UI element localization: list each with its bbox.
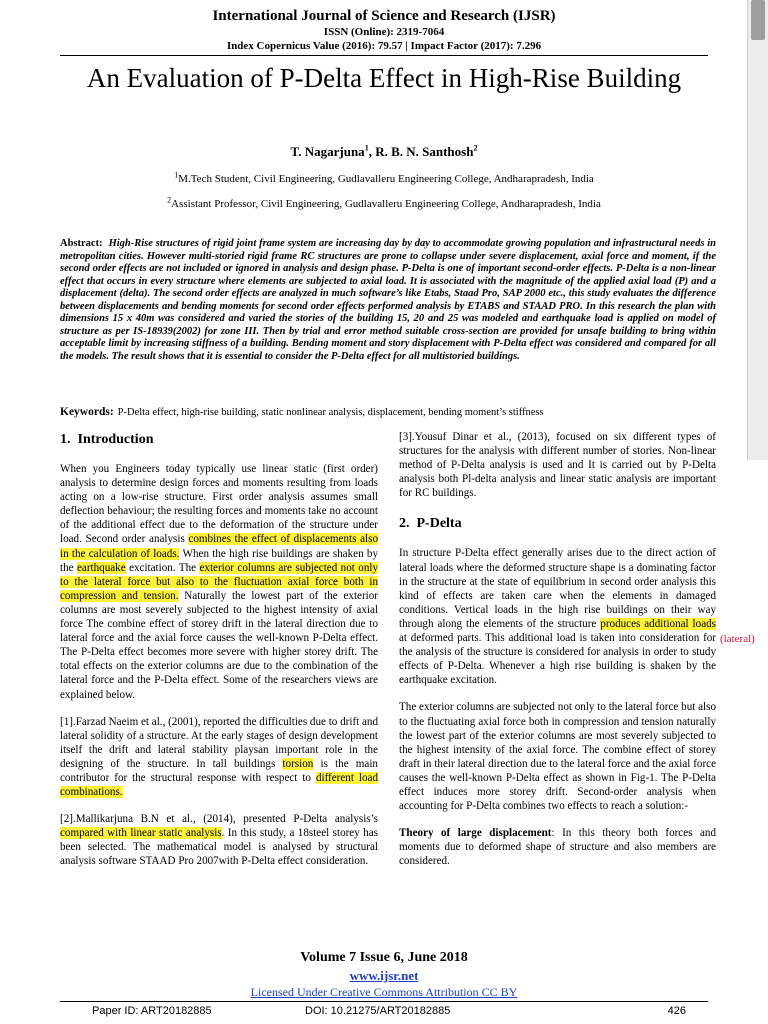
paragraph-reference-1: [60, 715, 378, 800]
journal-index: Index Copernicus Value (2016): 79.57 | Impact Factor (2017): 7.296: [226, 40, 542, 52]
affiliation-superscript: 1: [174, 170, 179, 180]
journal-name: International Journal of Science and Research (IJSR): [212, 8, 556, 24]
right-column: [399, 430, 716, 868]
text-run: at deformed parts. This additional load is taken into consideration for the analysis of the structure is considered for analysis in order to study effects of P-Delta. Whenever a high rise building is shaken by the earthquake excitation.: [399, 632, 716, 687]
text-run: excitation. The: [125, 561, 200, 574]
footer-page-number: 426: [667, 1005, 686, 1017]
footer-paper-id: Paper ID: ART20182885: [92, 1005, 212, 1017]
paragraph-p-delta-2: The exterior columns are subjected not only to the lateral force but also to the fluctuating axial force both in compression and tension naturally the lowest part of the exterior columns are most severely subjected to the highest intensity of the axial force. The combine effect of storey draft in their lateral direction due to the lateral force and the axial force causes the well-known P-Delta effect as shown in Fig-1. The P-Delta effect induces more storey drift. Second-order analysis when accounting for P-Delta combines two effects to reach a solution:-: [399, 701, 716, 813]
paragraph-introduction: [60, 462, 378, 702]
highlight[interactable]: produces additional loads: [600, 617, 716, 630]
keywords: [60, 406, 716, 418]
text-run: When you Engineers today typically use linear static (first order) analysis to determine design forces and moments resulting from loads acting on a low-rise structure. First order analysis assumes small deflection behaviour; the resulting forces and moments take no account of the additional effect due to the deformation of the structure under load. Second order analysis: [60, 463, 378, 546]
paragraph-reference-3: [3].Yousuf Dinar et al., (2013), focused on six different types of structures for the analysis with different number of stories. Non-linear method of P-Delta analysis is used and It is carried out by P-Delta analysis both Pl-delta analysis and linear static analysis are important for RC buildings.: [399, 431, 716, 500]
footer-doi: DOI: 10.21275/ART20182885: [305, 1005, 451, 1017]
highlight[interactable]: exterior columns are subjected not only to the lateral force but also to the fluctuation axial force both in compression and tension.: [60, 561, 379, 602]
text-run: [2].Mallikarjuna B.N et al., (2014), presented P-Delta analysis’s: [60, 813, 378, 826]
margin-annotation[interactable]: (lateral): [720, 633, 755, 645]
highlight[interactable]: torsion: [282, 757, 314, 770]
author-superscript: 2: [473, 143, 478, 153]
highlight[interactable]: compared with linear static analysis: [60, 827, 222, 840]
journal-issn: ISSN (Online): 2319-7064: [323, 26, 445, 38]
highlight[interactable]: different load combinations.: [60, 771, 378, 799]
text-run: In structure P-Delta effect generally arises due to the direct action of lateral loads where the deformed structure shape is a dominating factor in the structure at the state of equilibrium in second order analysis this kind of effects are taken care when the elements in damaged conditions. Vertical loads in the high rise buildings on their way through along the elements of the structure: [399, 547, 716, 630]
footer-website-link[interactable]: www.ijsr.net: [349, 968, 419, 983]
highlight[interactable]: earthquake: [76, 561, 126, 574]
text-run: [1].Farzad Naeim et al., (2001), reported the difficulties due to drift and lateral solidity of a structure. At the early stages of design development itself the drift and lateral stability playsan important role in the designing of the structure. In tall buildings: [60, 715, 379, 770]
footer-volume: Volume 7 Issue 6, June 2018: [300, 950, 468, 965]
author-separator: ,: [368, 144, 376, 159]
section-heading-introduction: 1. Introduction: [60, 432, 154, 447]
affiliation: [0, 195, 768, 210]
text-run: When the high rise buildings are shaken by the: [60, 547, 379, 574]
abstract: [60, 238, 716, 363]
paper-title: An Evaluation of P-Delta Effect in High-Rise Building: [86, 63, 682, 93]
text-run: Naturally the lowest part of the exterior columns are most severely subjected to the highest intensity of axial force The combine effect of storey drift in the lateral direction due to lateral force and the axial force causes the well-known P-Delta effect. The P-Delta effect becomes more severe with higher storey drift. The total effects on the exterior columns are due to the combination of the lateral force and the P-Delta effect. Some of the researchers views are explained below.: [60, 589, 378, 701]
paragraph-p-delta-1: [399, 546, 716, 687]
author-list: [0, 144, 768, 160]
keywords-text: P-Delta effect, high-rise building, static nonlinear analysis, displacement, bending moment’s stiffness: [117, 407, 544, 418]
affiliation-superscript: 2: [167, 195, 172, 205]
footer-divider: [60, 1001, 708, 1002]
author-name: R. B. N. Santhosh: [375, 144, 474, 159]
highlight[interactable]: combines the effect of displacements also in the calculation of loads.: [60, 533, 378, 560]
author-superscript: 1: [364, 143, 369, 153]
affiliation: [0, 170, 768, 185]
theory-label: Theory of large displacement: [399, 827, 552, 840]
affiliation-text: Assistant Professor, Civil Engineering, Gudlavalleru Engineering College, Andharapradesh, India: [171, 198, 601, 210]
scrollbar[interactable]: [747, 0, 768, 460]
left-column: [60, 430, 378, 869]
author-name: T. Nagarjuna: [290, 144, 365, 159]
abstract-label: Abstract:: [60, 238, 103, 249]
theory-text: : In this theory both forces and moments due to deformed shape of structure and also members are considered.: [399, 827, 716, 868]
text-run: . In this study, a 18steel storey has been selected. The mathematical model is analysed by structural analysis software STAAD Pro 2007with P-Delta effect consideration.: [60, 827, 378, 868]
paragraph-theory: [399, 826, 716, 868]
text-run: is the main contributor for the structural response with respect to: [60, 757, 378, 784]
abstract-text: High-Rise structures of rigid joint frame system are increasing day by day to accommodate growing population and infrastructural needs in metropolitan cities. However multi-storied rigid frame RC structures are prone to collapse under severe displacement, axial force and moment, if the second order effects are not included or ignored in analysis and design phase. P-Delta is one of important second-order effects. P-Delta is a non-linear effect that occurs in every structure where elements are subjected to axial load. It is associated with the magnitude of the applied axial load (P) and a displacement (delta). The second order effects are analyzed in much software’s like Etabs, Staad Pro, SAP 2000 etc., this study evaluates the difference between displacements and bending moments for second order effects performed analysis by ETABS and STAAD PRO. In this research the plan with dimensions 15 x 40m was considered and varied the stories of the building 15, 20 and 25 was modeled and earthquake load is applied on model of structure as per IS-18939(2002) for zone III. Then by trial and error method suitable cross-section are provided for unsafe building to bring within acceptable limit by increasing stiffness of a building. Bending moment and story displacement with P-Delta effect was considered and compared for all the models. The result shows that it is essential to consider the P-Delta effect for all multistoried buildings.: [60, 238, 716, 362]
header-divider: [60, 55, 708, 56]
keywords-label: Keywords:: [60, 406, 114, 418]
paragraph-reference-2: [60, 812, 378, 868]
affiliation-text: M.Tech Student, Civil Engineering, Gudlavalleru Engineering College, Andharapradesh, India: [178, 173, 594, 185]
section-heading-p-delta: 2. P-Delta: [399, 516, 462, 532]
footer-license-link[interactable]: Licensed Under Creative Commons Attribution CC BY: [250, 985, 518, 999]
